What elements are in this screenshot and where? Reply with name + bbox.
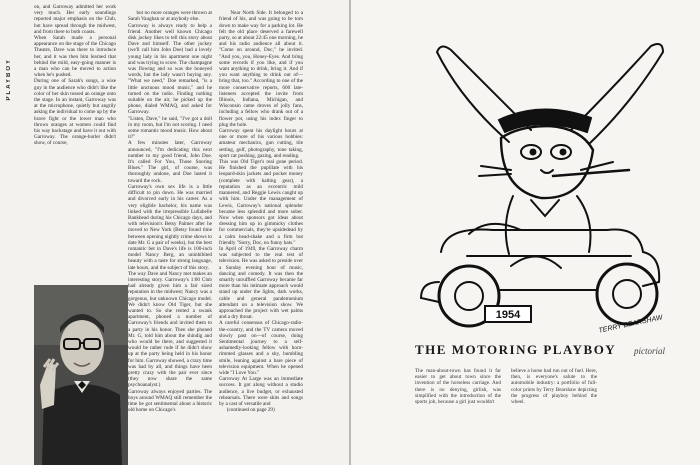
running-head: PLAYBOY: [6, 58, 12, 101]
license-plate-text: 1954: [495, 309, 521, 321]
left-page: [0, 0, 349, 465]
artist-signature: TERRY BEARSHAW: [598, 314, 664, 335]
portrait-illustration: [34, 285, 128, 465]
article-column-2: [128, 4, 212, 420]
article-column-3: [219, 4, 303, 420]
article-column-1: on, and Garroway admitted her work very much. Her early soundings reported major emphasis on the Club, but have spread through the midwest, and from there to both coasts. When Sarah made a personal appearance on the stage of the Chicago Theatre, Dave was there to introduce her, and it was then him learned that behind the mild, easy-going manner is a man who can be moved to action when he's pushed. During one of Sarah's songs, a wise guy in the audience who didn't like the color of her skin tossed an orange onto the stage. In an instant, Garroway was at the microphone, quietly but angrily asking the individual to come up by the brave fight or the lower man who throws oranges at women could find his way backstage and have it out with Garroway. The orange-hurler didn't show, of course,: [34, 4, 116, 147]
section-label: pictorial: [634, 346, 665, 356]
intro-column-2: believe a horse had run out of fuel. Here, then, is everyone's salute to the automobile industry: a portfolio of full-color prints by Terry Bearshaw depicting the progress of playboy behind the wheel.: [511, 368, 597, 406]
cartoon-illustration: [381, 20, 691, 350]
rabbit-car-cartoon: [381, 20, 691, 350]
continued-note: (continued on page 29): [226, 407, 275, 414]
article-column-3-text: Near North Side. It belonged to a friend of his, and was going to be torn down to make way for a parking lot. He felt the old place deserved a farewell party, so at about 22:45 one morning, he and his radio audience all about it. "Come on around, Doc," he invited. "And you, you, Honey-Eyes. And bring some records if you like, and if you want anything to drink, bring it. And if you want anything to drink out of—bring that, too." According to one of the more conservative reports, 600 late-listeners accepted the invite from Illinois, Indiana, Michigan, and Wisconsin came droves of jolly fans, including a fellow who drank out of a flower pot, using his index finger to plug the hole. Garroway spent his daylight hours at one or more of his various hobbies: amateur mechanics, gun cutting, tile setting, golf, photography, tone taking, sport car pushing, gazing, and reading. This was Old Tiger's real gone period. He finished the pupillate with his leopard-skin jackets and pocket money (complete with halting gear), a reputation as an eccentric mild mannered, and Reggie Lewis caught up with him. Under the management of Lewis, Garroway's national splendor became less splendid and more sober. Now when sponsors got ideas about dressing him up in gimmicky clothes for commercials, they're upsidedead by a calm head-shake and a firm but friendly "Sorry, Doc, no funny hats." In April of 1949, the Garroway charm was subjected to the real test of television. He was asked to preside over a Sunday evening hour of music, dancing and comedy. It was then the smartly unruffled Garroway became far more than his intimate approach would stand up under the lights, dark works, cable and general pandemonium attendant on a television show. We approached the project with wet palms and a dry throat. A careful consensus of Chicago-radio-the-country, and the TV camera moved slowly past on—of course, doing Sentimental journey to a self-ashamedly-looking fellow with horn-rimmed glasses and a shy, bumbling smile, leaning against a bare piece of television equipment. When he opened wide "I Love You." Garroway At Large was an immediate success. It got along without a studio audience, a live budget, or exhausted rehearsals. There were skits and songs by a cast of versatile and: [219, 10, 303, 407]
right-page: [351, 0, 700, 465]
intro-column-1: The man-about-town has found it far easier to get about town since the invention of the horseless carriage. And there is no denying, girlish, was simplified with the introduction of the sports job, because a girl just wouldn't: [415, 368, 501, 406]
portrait-photo: [34, 285, 128, 465]
feature-title: THE MOTORING PLAYBOY: [415, 342, 617, 357]
article-column-2-text: but no more oranges were thrown at Sarah Vaughan or at anybody else. Garroway is always ready to help a friend. Another well known Chicago disk jockey likes to tell this story about Dave and himself. The other jockey (we'll call him John Doe) had a lovely young lady in his apartment one night and was trying to score. The champagne was flowing and so was the honeyed words, but the lady wasn't buying any. "What we need," Doe remarked, "is a little unctuous mood music," and he turned on the radio. Finding nothing suitable on the air, he picked up the phone, dialed WMAQ, and asked for Garroway. "Listen, Dave," he said, "I've got a doll in my room, but I'm not scoring. I need some romantic mood music. How about it?" A few minutes later, Garroway announced, "I'm dedicating this next number to my good friend, John Doe. It's called For You, Those Snoring Blues." The girl, of course, was thoroughly undone, and Doe lasted it toward the rock. Garroway's own sex life is a little difficult to pin down. He was married and divorced early in his career. As a very eligible bachelor, his name was linked with the irrepressible Lullabelle Bankhead during his Chicago days, and with television's Betsy Palmer after he moved to New York (Betsy found time between opening nightly crime shows to date Mr. G a pair of weeks), but the best romantic bet in Dave's life is 100-inch model Nancy Berg, an uninhibited beauty with a taste for strong language, late hours, and the subject of this story. The way Dave and Nancy met makes an interesting story. Garroway's 1:00 Club had already given him a fair sized reputation in the midwest; Nancy was a gorgeous, but unknown Chicago model. We didn't know Old Tiger, but she wanted to. So she rented a swank apartment, phoned a number of Garroway's friends and invited them to a party in his honor. Then she phoned Mr. G, told him about the shindig and who would be there, and suggested it would be rather rude if he didn't show up at the party being held in his honor for him. Garroway showed, a crazy time was had by all, and things have been pretty crazy with the pair ever since (they now share the same psychoanalyst.) Garroway always enjoyed parties. The boys around WMAQ still remember the time he got sentimental about a historic old home on Chicago's: [128, 10, 212, 414]
